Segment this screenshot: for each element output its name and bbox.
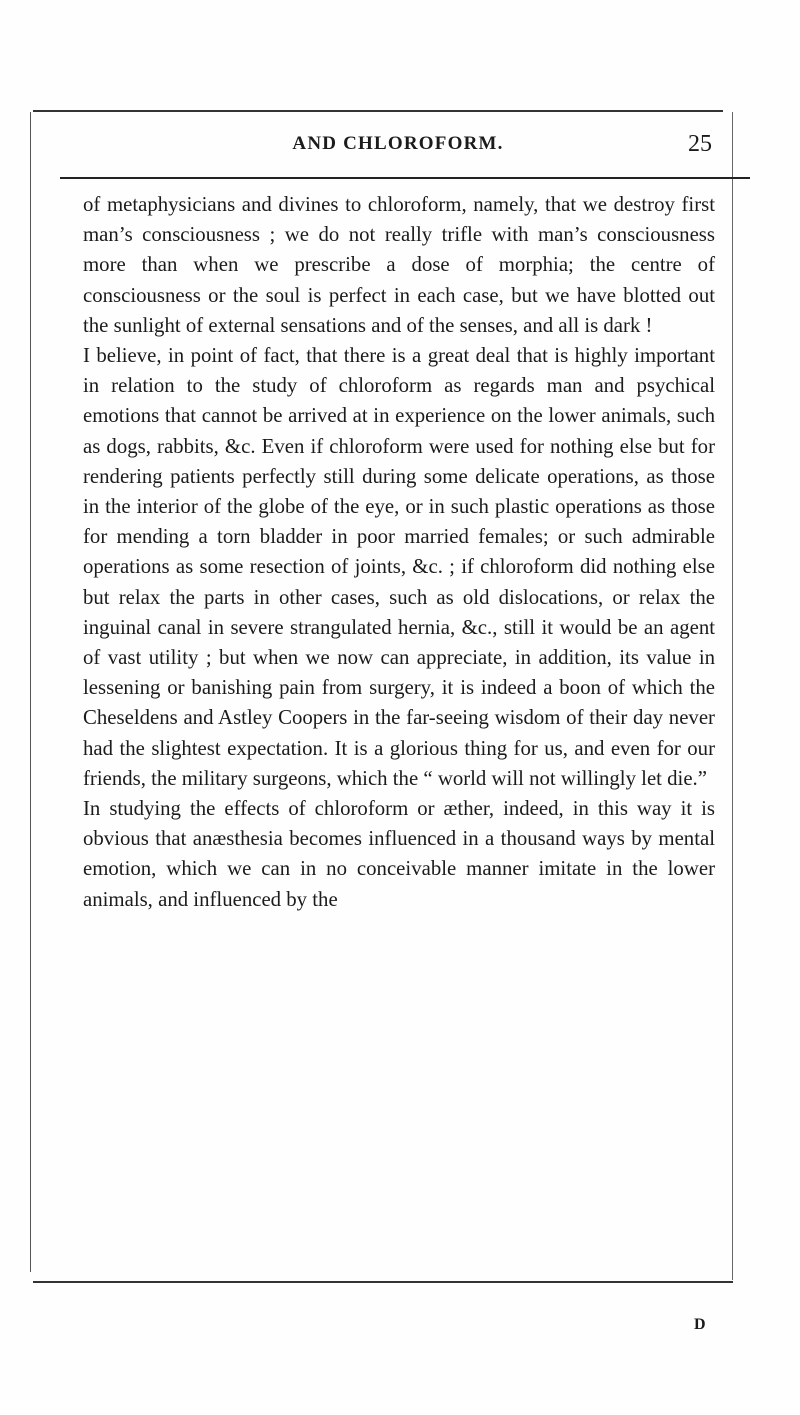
- paragraph-2: I believe, in point of fact, that there is a great deal that is highly important in relation to the study of chloroform as regards man and psychical emotions that cannot be arrived at in experience on the lower animals, such as dogs, rabbits, &c. Even if chloroform were used for nothing else but for rendering patients perfectly still during some delicate operations, as those in the interior of the globe of the eye, or in such plastic operations as those for mending a torn bladder in poor married females; or such admirable operations as some resection of joints, &c. ; if chloroform did nothing else but relax the parts in other cases, such as old dislocations, or relax the inguinal canal in severe strangulated hernia, &c., still it would be an agent of vast utility ; but when we now can appreciate, in addition, its value in lessening or banishing pain from surgery, it is indeed a boon of which the Cheseldens and Astley Coopers in the far-seeing wisdom of their day never had the slightest expectation. It is a glorious thing for us, and even for our friends, the military surgeons, which the “ world will not willingly let die.”: [83, 344, 715, 790]
- top-rule: [33, 110, 723, 112]
- paragraph-3: In studying the effects of chloroform or æther, indeed, in this way it is obvious that anæsthesia becomes influenced in a thousand ways by mental emotion, which we can in no conceivable manner imitate in the lower animals, and influenced by the: [83, 797, 715, 911]
- page-edge-left: [30, 112, 31, 1272]
- paragraph-1: of metaphysicians and divines to chloroform, namely, that we destroy first man’s consciousness ; we do not really trifle with man’s consciousness more than when we prescribe a dose of morphia; the centre of consciousness or the soul is perfect in each case, but we have blotted out the sunlight of external sensations and of the senses, and all is dark !: [83, 193, 715, 337]
- signature-mark: D: [694, 1316, 706, 1333]
- running-head: [84, 133, 712, 163]
- body-text: [83, 190, 715, 915]
- header-rule: [60, 177, 750, 179]
- running-title: AND CHLOROFORM.: [292, 133, 504, 154]
- page-edge-right: [732, 112, 733, 1280]
- page-number: 25: [688, 131, 712, 157]
- bottom-rule: [33, 1281, 733, 1283]
